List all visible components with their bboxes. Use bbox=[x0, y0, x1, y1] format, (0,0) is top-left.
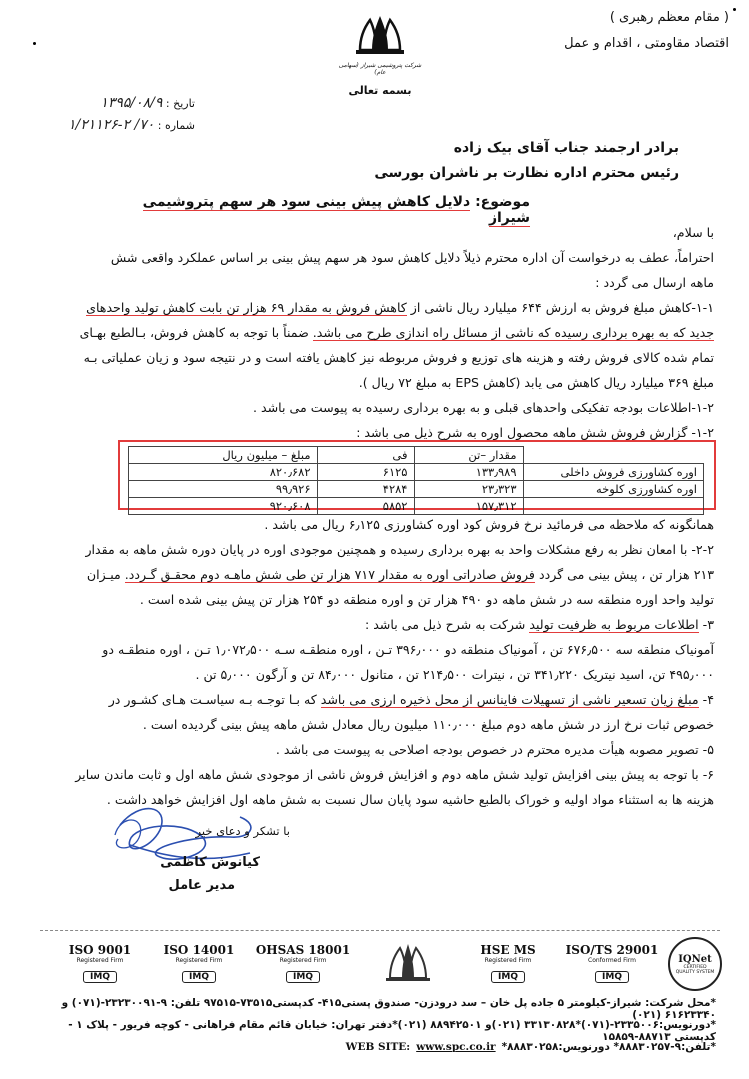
item-1-1-line2 bbox=[40, 320, 714, 345]
item-4-line2: خصوص ثبات نرخ ارز در شش ماهه دوم مبلغ ۱۱۰٫۰۰۰ میلیون ریال معادل شش ماهه پیش بینی گردیده است . bbox=[142, 717, 714, 732]
subject-label: موضوع: bbox=[475, 194, 530, 210]
item-2-2-text-2: میـزان bbox=[86, 567, 125, 582]
website-label: WEB SITE: bbox=[345, 1041, 411, 1053]
intro-line2: ماهه ارسال می گردد : bbox=[595, 275, 714, 290]
sales-table bbox=[128, 446, 704, 515]
item-4-number: ۴- bbox=[698, 692, 714, 707]
number-label: شماره : bbox=[157, 119, 195, 132]
table-cell: ۲۳٫۳۲۳ bbox=[414, 481, 523, 498]
table-cell: ۴۲۸۴ bbox=[317, 481, 414, 498]
date-value: ۱۳۹۵/۰۸/۹ bbox=[100, 95, 163, 111]
item-1-1-highlight-2: جدید که به بهره برداری رسیده که ناشی از مسائل راه اندازی طرح می باشد. bbox=[312, 325, 714, 340]
page-mark bbox=[33, 42, 36, 45]
cert-name: ISO 14001 bbox=[163, 943, 235, 957]
item-6: ۶- با توجه به پیش بینی افزایش تولید شش ماهه دوم و افزایش فروش ناشی از موجودی شش ماهه اول و ثابت ماندن سایر bbox=[75, 767, 714, 782]
footer-divider bbox=[40, 930, 720, 931]
number-value: ۷۰/ ۲-۱/۲۱۱۲۶ bbox=[67, 117, 155, 133]
item-3-number: ۳- bbox=[698, 617, 714, 632]
item-1-1-highlight: کاهش فروش به مقدار ۶۹ هزار تن بابت کاهش تولید واحدهای bbox=[86, 300, 407, 315]
iqnet-name: IQNet bbox=[678, 953, 712, 965]
table-note: همانگونه که ملاحظه می فرمائید نرخ فروش کود اوره کشاورزی ۶٫۱۲۵ ریال می باشد . bbox=[264, 517, 714, 532]
table-cell: ۶۱۲۵ bbox=[317, 464, 414, 481]
greeting: با سلام، bbox=[672, 225, 714, 240]
table-cell: ۱۵۷٫۳۱۲ bbox=[414, 498, 523, 515]
imq-badge-icon: IMQ bbox=[595, 971, 629, 983]
table-row bbox=[129, 481, 704, 498]
cert-name: OHSAS 18001 bbox=[255, 943, 351, 957]
cert-sub: Registered Firm bbox=[484, 957, 532, 964]
item-4-text: که بـا توجـه بـه سیاسـت هـای کشـور در bbox=[108, 692, 321, 707]
company-logo bbox=[335, 14, 425, 86]
table-cell: ۹۲۰٫۶۰۸ bbox=[129, 498, 318, 515]
table-header: مبلغ – میلیون ریال bbox=[129, 447, 318, 464]
item-1-2: ۱-۲- گزارش فروش شش ماهه محصول اوره به شرح ذیل می باشد : bbox=[356, 425, 714, 440]
item-4 bbox=[40, 687, 714, 712]
number-row bbox=[60, 117, 195, 133]
item-4-highlight: مبلغ زیان تسعیر ناشی از تسهیلات فاینانس از محل ذخیره ارزی می باشد bbox=[320, 692, 699, 707]
cert-sub: Conformed Firm bbox=[588, 957, 636, 964]
footer-phone: *تلفن:۹-۸۸۸۳۰۲۵۷* دورنویس:۸۸۸۳۰۲۵۸* bbox=[501, 1041, 716, 1053]
company-logo-text: شرکت پتروشیمی شیراز (سهامی عام) bbox=[338, 62, 422, 76]
cert-name: ISO 9001 bbox=[68, 943, 132, 957]
signatory-name: کیانوش کاظمی bbox=[160, 855, 260, 870]
item-1-1-line4: مبلغ ۳۶۹ میلیارد ریال کاهش می یابد (کاهش EPS به مبلغ ۷۲ ریال ). bbox=[358, 375, 714, 390]
table-cell: ۸۲۰٫۶۸۲ bbox=[129, 464, 318, 481]
cert-iso14001 bbox=[155, 943, 243, 983]
company-logo-footer bbox=[378, 938, 438, 988]
date-label: تاریخ : bbox=[165, 97, 195, 110]
item-1-1-line3: تمام شده کالای فروش رفته و هزینه های توزیع و فروش مربوطه نیز کاهش یافته است و در نتیجه سود و زیان عملیاتی بـه bbox=[83, 350, 714, 365]
addressee-line1: برادر ارجمند جناب آقای بیک زاده bbox=[453, 140, 679, 156]
item-2-1: ۱-۲-اطلاعات بودجه تفکیکی واحدهای قبلی و به بهره برداری رسیده به پیوست می باشد . bbox=[252, 400, 714, 415]
cert-name: HSE MS bbox=[480, 943, 536, 957]
cert-sub: Registered Firm bbox=[175, 957, 223, 964]
motto: اقتصاد مقاومتی ، اقدام و عمل bbox=[564, 36, 729, 51]
cert-sub: Registered Firm bbox=[279, 957, 327, 964]
item-1-1-text: ۱-۱-کاهش مبلغ فروش به ارزش ۶۴۴ میلیارد ریال ناشی از bbox=[406, 300, 714, 315]
date-row bbox=[60, 95, 195, 111]
page-mark bbox=[733, 8, 736, 11]
imq-badge-icon: IMQ bbox=[83, 971, 117, 983]
bismillah: بسمه تعالی bbox=[348, 84, 412, 97]
item-2-2-highlight: فروش صادراتی اوره به مقدار ۷۱۷ هزار تن طی شش ماهـه دوم محقـق گـردد. bbox=[124, 567, 535, 582]
motto-attribution: ( مقام معظم رهبری ) bbox=[609, 10, 729, 25]
subject-text: دلایل کاهش پیش بینی سود هر سهم پتروشیمی شیراز bbox=[142, 194, 530, 226]
addressee-line2: رئیس محترم اداره نظارت بر ناشران بورسی bbox=[374, 165, 679, 181]
sales-table-highlight bbox=[118, 440, 716, 513]
imq-badge-icon: IMQ bbox=[491, 971, 525, 983]
item-3-text: شرکت به شرح ذیل می باشد : bbox=[364, 617, 530, 632]
table-cell: ۵۸۵۲ bbox=[317, 498, 414, 515]
cert-iso9001 bbox=[58, 943, 142, 983]
item-2-2-line2 bbox=[40, 562, 714, 587]
table-cell: اوره کشاورزی فروش داخلی bbox=[523, 464, 704, 481]
company-logo-icon bbox=[378, 938, 438, 988]
website-link[interactable]: www.spc.co.ir bbox=[416, 1041, 496, 1053]
item-2-2-text: ۲۱۳ هزار تن ، پیش بینی می گردد bbox=[534, 567, 714, 582]
iqnet-seal bbox=[668, 937, 722, 991]
table-header: مقدار –تن bbox=[414, 447, 523, 464]
item-1-1 bbox=[40, 295, 714, 320]
cert-name: ISO/TS 29001 bbox=[565, 943, 659, 957]
company-logo-icon bbox=[350, 14, 410, 58]
cert-hse-ms bbox=[466, 943, 550, 983]
imq-badge-icon: IMQ bbox=[182, 971, 216, 983]
item-1-1-text-2: ضمناً با توجه به کاهش فروش، بـالطبع بهـای bbox=[79, 325, 313, 340]
signature-closing: با تشکر و دعای خیر bbox=[195, 824, 290, 838]
item-6-line2: هزینه ها به استثناء مواد اولیه و خوراک بالطبع حاشیه سود پایان سال نسبت به شش ماهه اول افزایش خواهد داشت . bbox=[106, 792, 714, 807]
item-3-line2: آمونیاک منطقه سه ۶۷۶٫۵۰۰ تن ، آمونیاک منطقه دو ۳۹۶٫۰۰۰ تـن ، اوره منطقـه سـه ۱٫۰۷۲٫۵۰۰ تـن ، اوره منطقـه دو bbox=[102, 642, 714, 657]
footer-address-1: *محل شرکت: شیراز-کیلومتر ۵ جاده پل خان – سد درودزن- صندوق پستی۴۱۵- کدپستی۷۳۵۱۵-۹۷۵۱۵ تلفن: ۹-۲۳۲۳۰۰۹۱-(۰۷۱) و ۶۱۶۲۳۳۴۰ (۰۲۱) bbox=[61, 997, 716, 1021]
signatory-title: مدیر عامل bbox=[168, 878, 235, 893]
item-3 bbox=[40, 612, 714, 637]
item-2-2-line3: تولید واحد اوره منطقه سه در شش ماهه دو ۴۹۰ هزار تن و اوره منطقه دو ۲۵۴ هزار تن پیش بینی شده است . bbox=[139, 592, 714, 607]
cert-sub: Registered Firm bbox=[76, 957, 124, 964]
item-2-2: ۲-۲- با امعان نظر به رفع مشکلات واحد به بهره برداری رسیده و همچنین موجودی اوره در پایان دوره شش ماهه به مقدار bbox=[85, 542, 714, 557]
iqnet-sub: CERTIFIED QUALITY SYSTEM bbox=[675, 964, 715, 975]
footer-address-2: *دورنویس:۲۳۳۵۰۰۶-(۰۷۱)*۳۳۱۳۰۸۲۸ (۰۲۱)و ۸۸۹۴۲۵۰۱ (۰۲۱)*دفتر تهران: خیابان قائم مقام فراهانی - کوچه فریور - پلاک ۱ - کدپستی ۸۸۷۱۳-۱۵۸۵۹ bbox=[68, 1019, 716, 1043]
table-cell: اوره کشاورزی کلوخه bbox=[523, 481, 704, 498]
item-5: ۵- تصویر مصوبه هیأت مدیره محترم در خصوص بودجه اصلاحی به پیوست می باشد . bbox=[275, 742, 714, 757]
imq-badge-icon: IMQ bbox=[286, 971, 320, 983]
item-3-highlight: اطلاعات مربوط به ظرفیت تولید bbox=[529, 617, 699, 632]
footer-contact-row bbox=[250, 1041, 716, 1053]
table-cell bbox=[523, 447, 704, 464]
cert-ohsas18001 bbox=[252, 943, 354, 983]
table-header-row bbox=[129, 447, 704, 464]
letter-body-continued bbox=[40, 512, 714, 812]
table-cell: ۱۳۳٫۹۸۹ bbox=[414, 464, 523, 481]
cert-iso-ts29001 bbox=[562, 943, 662, 983]
item-3-line3: ۴۹۵٫۰۰۰ تن، اسید نیتریک ۳۴۱٫۲۲۰ تن ، نیترات ۲۱۴٫۵۰۰ تن ، متانول ۸۴٫۰۰۰ تن و آرگون ۵٫۰۰۰ تن . bbox=[195, 667, 714, 682]
table-row bbox=[129, 464, 704, 481]
letter-body bbox=[40, 220, 714, 445]
intro-line1: احتراماً، عطف به درخواست آن اداره محترم ذیلاً دلایل کاهش سود هر سهم پیش بینی بر اساس عملکرد واقعی شش bbox=[110, 250, 714, 265]
table-header: فی bbox=[317, 447, 414, 464]
table-cell: ۹۹٫۹۲۶ bbox=[129, 481, 318, 498]
